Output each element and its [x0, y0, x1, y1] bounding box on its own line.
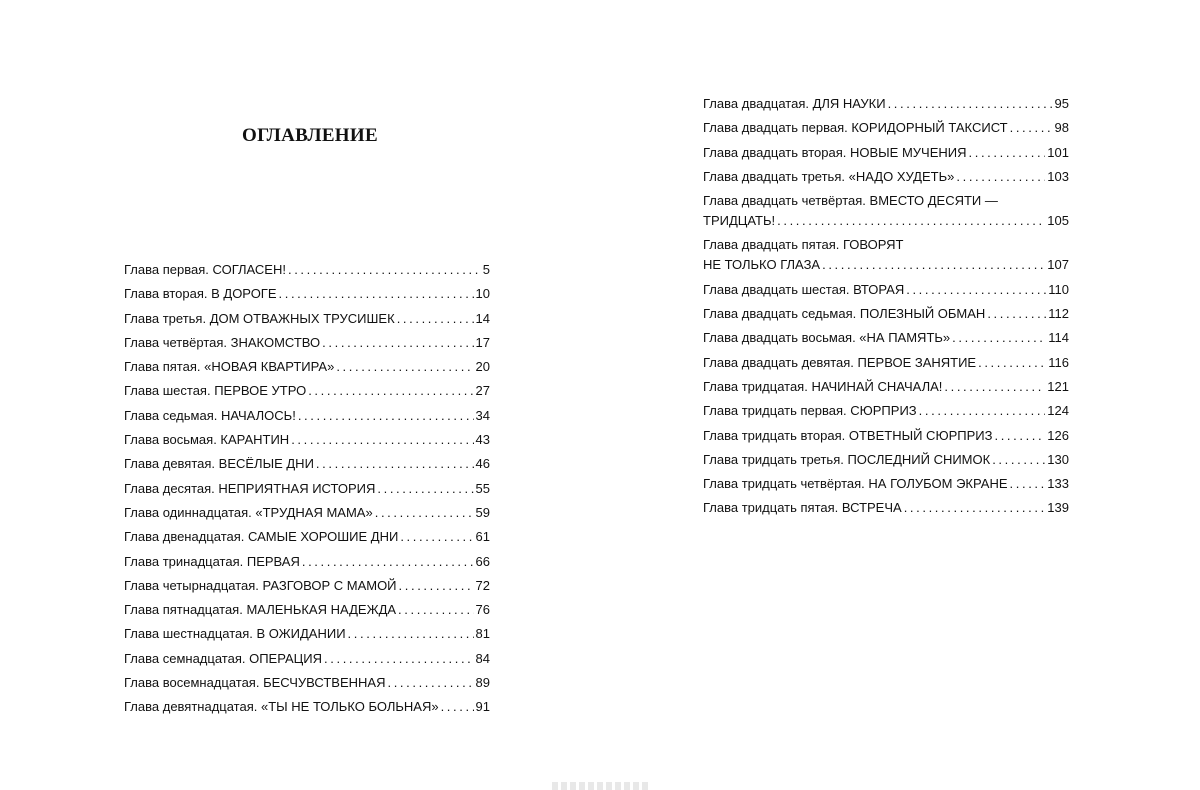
toc-entry-row	[703, 375, 1069, 399]
dot-leader	[978, 351, 1046, 375]
toc-entry-title: Глава тридцать первая. СЮРПРИЗ	[703, 403, 917, 419]
toc-entry-row	[124, 404, 490, 428]
dot-leader	[324, 647, 474, 671]
toc-entry-row	[124, 379, 490, 403]
toc-entry-title: Глава двадцать третья. «НАДО ХУДЕТЬ»	[703, 168, 955, 184]
toc-page-number: 81	[475, 626, 490, 642]
toc-entry-title: Глава пятнадцатая. МАЛЕНЬКАЯ НАДЕЖДА	[124, 602, 397, 618]
toc-entry-title: Глава двадцать седьмая. ПОЛЕЗНЫЙ ОБМАН	[703, 306, 986, 322]
toc-entry-row	[124, 550, 490, 574]
toc-entry	[124, 452, 490, 476]
toc-entry-title: Глава семнадцатая. ОПЕРАЦИЯ	[124, 650, 323, 666]
dot-leader	[441, 695, 474, 719]
toc-entry	[703, 233, 1069, 277]
toc-entry-title: Глава двадцать первая. КОРИДОРНЫЙ ТАКСИСТ	[703, 120, 1008, 136]
dot-leader	[387, 671, 473, 695]
toc-page-number: 126	[1047, 427, 1069, 443]
toc-entry-row	[124, 525, 490, 549]
toc-entry-row	[703, 141, 1069, 165]
toc-entry-title: Глава тридцатая. НАЧИНАЙ СНАЧАЛА!	[703, 378, 943, 394]
dot-leader	[777, 211, 1045, 231]
toc-entry	[703, 165, 1069, 189]
toc-page-number: 5	[482, 262, 490, 277]
dot-leader	[904, 496, 1046, 520]
toc-page-number: 34	[475, 407, 490, 423]
toc-entry-title: НЕ ТОЛЬКО ГЛАЗА	[703, 257, 821, 273]
dot-leader	[336, 355, 473, 379]
toc-entry-title: Глава восемнадцатая. БЕСЧУВСТВЕННАЯ	[124, 675, 386, 691]
toc-entry-row	[124, 282, 490, 306]
toc-entry-title: Глава вторая. В ДОРОГЕ	[124, 286, 277, 302]
toc-entry	[703, 472, 1069, 496]
dot-leader	[987, 302, 1046, 326]
dot-leader	[322, 331, 473, 355]
dot-leader	[316, 452, 474, 476]
dot-leader	[952, 326, 1046, 350]
toc-entry-row	[124, 452, 490, 476]
toc-entry-row	[124, 428, 490, 452]
toc-entry	[124, 525, 490, 549]
toc-entry-title: Глава четвёртая. ЗНАКОМСТВО	[124, 334, 321, 350]
toc-entry-title: Глава седьмая. НАЧАЛОСЬ!	[124, 407, 296, 423]
toc-page-number: 110	[1048, 281, 1069, 297]
dot-leader	[398, 598, 473, 622]
toc-entry-title: Глава тринадцатая. ПЕРВАЯ	[124, 553, 300, 569]
toc-entry-title: Глава четырнадцатая. РАЗГОВОР С МАМОЙ	[124, 577, 397, 593]
toc-page-number: 95	[1054, 96, 1069, 111]
toc-entry-title: Глава двенадцатая. САМЫЕ ХОРОШИЕ ДНИ	[124, 529, 399, 545]
dot-leader	[992, 448, 1045, 472]
toc-entry-title: Глава десятая. НЕПРИЯТНАЯ ИСТОРИЯ	[124, 480, 376, 496]
dot-leader	[906, 278, 1046, 302]
toc-entry-row	[703, 448, 1069, 472]
dot-leader	[302, 550, 474, 574]
toc-entry-row	[124, 331, 490, 355]
toc-entry-title-line: Глава двадцать четвёртая. ВМЕСТО ДЕСЯТИ —	[703, 193, 998, 209]
toc-entry-title: Глава шестая. ПЕРВОЕ УТРО	[124, 383, 307, 399]
toc-entry-row	[124, 695, 490, 719]
toc-entry	[124, 695, 490, 719]
toc-entry-row	[703, 424, 1069, 448]
toc-entry-row	[124, 307, 490, 331]
dot-leader	[308, 379, 473, 403]
toc-page-number: 105	[1047, 213, 1069, 229]
toc-entry	[124, 307, 490, 331]
dot-leader	[298, 404, 474, 428]
toc-page-number: 20	[475, 359, 490, 375]
toc-entry-row	[124, 477, 490, 501]
toc-entry-title: Глава девятнадцатая. «ТЫ НЕ ТОЛЬКО БОЛЬНАЯ»	[124, 699, 439, 715]
dot-leader	[397, 307, 474, 331]
toc-entry	[703, 189, 1069, 233]
toc-page-number: 139	[1047, 500, 1069, 516]
toc-entry-title: Глава тридцать вторая. ОТВЕТНЫЙ СЮРПРИЗ	[703, 427, 993, 443]
toc-page-number: 10	[475, 286, 490, 302]
toc-entry-title: Глава двадцать девятая. ПЕРВОЕ ЗАНЯТИЕ	[703, 354, 977, 370]
toc-page-number: 107	[1047, 257, 1069, 273]
dot-leader	[400, 525, 473, 549]
toc-entry	[124, 574, 490, 598]
toc-entry-title: ТРИДЦАТЬ!	[703, 213, 776, 229]
toc-entry	[703, 496, 1069, 520]
toc-entry-row	[703, 165, 1069, 189]
dot-leader	[1010, 472, 1046, 496]
toc-entry	[703, 351, 1069, 375]
toc-page-number: 130	[1047, 451, 1069, 467]
toc-entry-title: Глава одиннадцатая. «ТРУДНАЯ МАМА»	[124, 504, 373, 520]
toc-entry-row	[703, 92, 1069, 116]
toc-page-number: 89	[475, 675, 490, 691]
toc-entry-title: Глава шестнадцатая. В ОЖИДАНИИ	[124, 626, 346, 642]
toc-entry-title: Глава пятая. «НОВАЯ КВАРТИРА»	[124, 359, 335, 375]
toc-entry-row	[124, 501, 490, 525]
toc-entry	[124, 550, 490, 574]
toc-entry	[124, 598, 490, 622]
toc-page-number: 101	[1047, 144, 1069, 160]
toc-entry-title: Глава восьмая. КАРАНТИН	[124, 432, 290, 448]
toc-entry	[703, 92, 1069, 116]
toc-entry	[703, 141, 1069, 165]
toc-entry-row	[703, 351, 1069, 375]
toc-entry	[124, 501, 490, 525]
toc-entry-row	[703, 278, 1069, 302]
toc-entry	[124, 428, 490, 452]
toc-page-number: 61	[475, 529, 490, 545]
toc-entry-row	[703, 211, 1069, 231]
toc-entry-row	[124, 574, 490, 598]
toc-page-number: 46	[475, 456, 490, 472]
toc-entry-row	[703, 496, 1069, 520]
toc-entry	[703, 302, 1069, 326]
toc-page-number: 17	[475, 334, 490, 350]
toc-page-number: 27	[475, 383, 490, 399]
toc-page-number: 103	[1047, 168, 1069, 184]
toc-entry-row	[124, 622, 490, 646]
toc-entry-row	[124, 671, 490, 695]
toc-entry-row	[124, 598, 490, 622]
toc-entry-row	[124, 355, 490, 379]
toc-page-number: 124	[1047, 403, 1069, 419]
dot-leader	[888, 92, 1053, 116]
toc-entry	[124, 331, 490, 355]
toc-entry	[124, 379, 490, 403]
toc-entry-title: Глава двадцать шестая. ВТОРАЯ	[703, 281, 905, 297]
dot-leader	[919, 399, 1046, 423]
dot-leader	[288, 258, 481, 282]
toc-entry-title-line: Глава двадцать пятая. ГОВОРЯТ	[703, 237, 904, 253]
toc-entry-title: Глава тридцать пятая. ВСТРЕЧА	[703, 500, 902, 516]
bottom-scan-mark	[552, 782, 648, 790]
toc-entry-title: Глава тридцать четвёртая. НА ГОЛУБОМ ЭКРАНЕ	[703, 476, 1008, 492]
toc-page-number: 66	[475, 553, 490, 569]
toc-page-number: 55	[475, 480, 490, 496]
toc-entry-row	[703, 116, 1069, 140]
toc-entry-title: Глава девятая. ВЕСЁЛЫЕ ДНИ	[124, 456, 314, 472]
dot-leader	[399, 574, 474, 598]
dot-leader	[377, 477, 473, 501]
toc-entry	[124, 282, 490, 306]
toc-page-number: 114	[1048, 330, 1069, 346]
toc-entry	[124, 404, 490, 428]
toc-entry-row	[703, 302, 1069, 326]
toc-page-number: 133	[1047, 476, 1069, 492]
toc-page-number: 14	[475, 310, 490, 326]
dot-leader	[291, 428, 473, 452]
dot-leader	[956, 165, 1045, 189]
toc-entry-title: Глава двадцать вторая. НОВЫЕ МУЧЕНИЯ	[703, 144, 967, 160]
toc-entry-row	[124, 258, 490, 282]
toc-entry-row	[703, 399, 1069, 423]
toc-entry	[124, 258, 490, 282]
toc-entry	[703, 116, 1069, 140]
page-title: ОГЛАВЛЕНИЕ	[242, 124, 378, 146]
toc-page-number: 91	[475, 699, 490, 715]
dot-leader	[944, 375, 1045, 399]
toc-entry-title: Глава третья. ДОМ ОТВАЖНЫХ ТРУСИШЕК	[124, 310, 395, 326]
toc-entry	[703, 326, 1069, 350]
toc-entry	[124, 647, 490, 671]
toc-entry-title: Глава двадцать восьмая. «НА ПАМЯТЬ»	[703, 330, 951, 346]
toc-list-left	[124, 258, 490, 720]
toc-entry	[124, 355, 490, 379]
toc-page-number: 76	[475, 602, 490, 618]
toc-entry	[124, 622, 490, 646]
toc-page-number: 116	[1048, 354, 1069, 370]
toc-entry-title: Глава тридцать третья. ПОСЛЕДНИЙ СНИМОК	[703, 451, 991, 467]
dot-leader	[994, 424, 1045, 448]
dot-leader	[969, 141, 1046, 165]
toc-page-number: 59	[475, 504, 490, 520]
toc-entry	[124, 671, 490, 695]
toc-list-right	[703, 92, 1069, 521]
toc-entry	[703, 448, 1069, 472]
toc-entry-title: Глава двадцатая. ДЛЯ НАУКИ	[703, 96, 886, 111]
toc-entry	[703, 399, 1069, 423]
toc-page-number: 98	[1054, 120, 1069, 136]
toc-entry-title: Глава первая. СОГЛАСЕН!	[124, 262, 286, 277]
dot-leader	[348, 622, 474, 646]
toc-entry	[703, 424, 1069, 448]
toc-entry	[703, 375, 1069, 399]
toc-entry-row	[124, 647, 490, 671]
right-page	[600, 0, 1200, 790]
toc-page-number: 84	[475, 650, 490, 666]
dot-leader	[1010, 116, 1053, 140]
toc-page-number: 121	[1047, 378, 1069, 394]
toc-page-number: 72	[475, 577, 490, 593]
toc-page-number: 43	[475, 432, 490, 448]
toc-page-number: 112	[1048, 306, 1069, 322]
toc-entry	[703, 278, 1069, 302]
dot-leader	[279, 282, 474, 306]
toc-entry	[124, 477, 490, 501]
dot-leader	[375, 501, 474, 525]
toc-entry-row	[703, 326, 1069, 350]
toc-entry-row	[703, 472, 1069, 496]
dot-leader	[822, 255, 1045, 275]
toc-entry-row	[703, 255, 1069, 275]
